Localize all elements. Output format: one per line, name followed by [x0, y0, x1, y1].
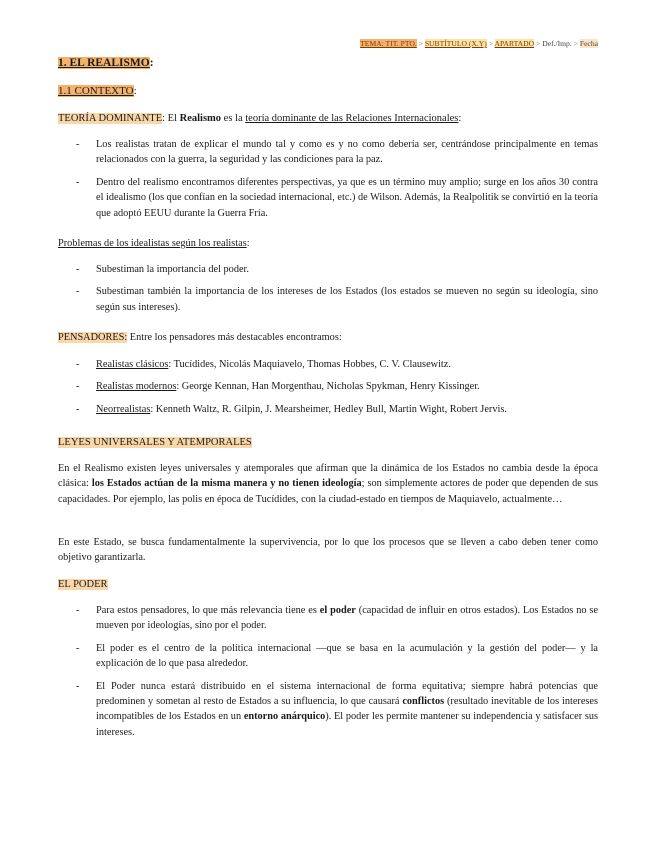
legend-sep-1: >: [418, 39, 423, 48]
contexto-colon: :: [133, 85, 137, 97]
legend-apartado: APARTADO: [494, 39, 535, 48]
poder-heading: [58, 577, 598, 592]
legend-sep-3: >: [536, 39, 541, 48]
pensadores-paragraph: [58, 330, 598, 345]
poder-b3-bold-1: conflictos: [402, 696, 445, 708]
legend-sep-4: >: [573, 39, 578, 48]
contexto-heading: [58, 85, 137, 97]
poder-b3-a: El Poder nunca estará distribuido en el sistema internacional de forma equitativa; siempre habrá potencias que predominen y sometan al resto de Estados a su influencia, lo que causará: [96, 680, 598, 708]
poder-list: [58, 603, 598, 747]
legend-tema: TEMA: TIT. PTO.: [360, 39, 417, 48]
teoria-bold: Realismo: [179, 113, 222, 124]
teoria-text-2: es la: [221, 113, 246, 124]
teoria-label: TEORÍA DOMINANTE: [58, 113, 163, 124]
list-item: [58, 679, 598, 741]
teoria-list: [58, 137, 598, 228]
teoria-text-3: :: [458, 113, 462, 124]
list-item: - Subestiman también la importancia de los intereses de los Estados (los estados se mueven no según su ideología, sino según sus intereses).: [58, 284, 598, 315]
problemas-list: [58, 262, 598, 322]
leyes-paragraph-2: En este Estado, se busca fundamentalmente la supervivencia, por lo que los procesos que se lleven a cabo deben tener como objetivo garantizarla.: [58, 537, 598, 564]
pensadores-text: Entre los pensadores más destacables encontramos:: [127, 332, 342, 343]
problemas-colon: :: [246, 238, 250, 249]
list-item: [58, 357, 598, 372]
teoria-paragraph: [58, 111, 598, 126]
page-title: [58, 57, 154, 69]
list-item: - El poder es el centro de la política internacional —que se basa en la acumulación y la gestión del poder— y la explicación de lo que pasa alrededor.: [58, 641, 598, 672]
pensadores-clasicos-text: : Tucídides, Nicolás Maquiavelo, Thomas Hobbes, C. V. Clausewitz.: [168, 359, 451, 370]
pensadores-clasicos-label: Realistas clásicos: [96, 359, 169, 370]
poder-b3-bold-2: entorno anárquico: [243, 711, 326, 723]
legend-fecha: Fecha: [579, 39, 598, 48]
leyes-paragraph-1: [58, 461, 598, 507]
leyes-p1-a: En el Realismo existen leyes universales y atemporales que afirman que la dinámica de los Estados no cambia desde la época clásica:: [58, 463, 598, 490]
poder-b3-c: ). El poder les permite mantener su independencia y satisfacer sus intereses.: [96, 711, 598, 738]
list-item: - Dentro del realismo encontramos diferentes perspectivas, ya que es un término muy amplio; surge en los años 30 contra el idealismo (los que confían en la sociedad internacional, etc.) de Wilson. Además, la Realpolitik se convirtió en la teoría que adoptó EEUU durante la Guerra Fría.: [58, 175, 598, 221]
pensadores-neo-text: : Kenneth Waltz, R. Gilpin, J. Mearsheimer, Hedley Bull, Martin Wight, Robert Jervis.: [150, 403, 507, 415]
teoria-text-1: : El: [162, 113, 180, 124]
title-text: 1. EL REALISMO: [58, 57, 150, 69]
pensadores-label: PENSADORES:: [58, 332, 128, 343]
title-colon: :: [149, 57, 154, 69]
pensadores-neo-label: Neorrealistas: [96, 403, 151, 415]
leyes-heading: [58, 435, 598, 450]
leyes-heading-text: LEYES UNIVERSALES Y ATEMPORALES: [58, 437, 252, 448]
legend-def: Def./Imp.: [542, 39, 572, 48]
problemas-heading: [58, 236, 598, 251]
problemas-heading-text: Problemas de los idealistas según los realistas: [58, 238, 247, 249]
poder-b1-bold: el poder: [319, 605, 356, 616]
list-item: - Subestiman la importancia del poder.: [58, 262, 598, 277]
list-item: - Los realistas tratan de explicar el mundo tal y como es y no como debería ser, centrándose principalmente en temas relacionados con la guerra, la seguridad y las condiciones para la paz.: [58, 137, 598, 168]
pensadores-modernos-label: Realistas modernos: [96, 381, 177, 393]
legend: [360, 39, 598, 48]
list-item: [58, 402, 598, 417]
teoria-underlined: teoría dominante de las Relaciones Internacionales: [245, 113, 459, 124]
legend-subtitulo: SUBTÍTULO (X.Y): [424, 39, 487, 48]
pensadores-modernos-text: : George Kennan, Han Morgenthau, Nicholas Spykman, Henry Kissinger.: [176, 381, 480, 393]
list-item: [58, 379, 598, 394]
leyes-p1-b: ; son simplemente actores de poder que dependen de sus capacidades. Por ejemplo, las polis en época de Tucídides, con la ciudad-estado en tiempos de Maquiavelo, actualmente…: [58, 478, 598, 505]
poder-b3-b: (resultado inevitable de los intereses incompatibles de los Estados en un: [96, 696, 598, 723]
pensadores-list: [58, 357, 598, 424]
legend-sep-2: >: [488, 39, 494, 48]
poder-b1-b: (capacidad de influir en otros estados). Los Estados no se mueven por ideologías, sino por el poder.: [96, 605, 599, 632]
contexto-heading-text: 1.1 CONTEXTO: [58, 85, 134, 97]
list-item: [58, 603, 598, 634]
poder-b1-a: Para estos pensadores, lo que más relevancia tiene es: [96, 605, 320, 616]
poder-heading-text: EL PODER: [58, 579, 108, 590]
leyes-p1-bold: los Estados actúan de la misma manera y no tienen ideología: [91, 478, 362, 490]
